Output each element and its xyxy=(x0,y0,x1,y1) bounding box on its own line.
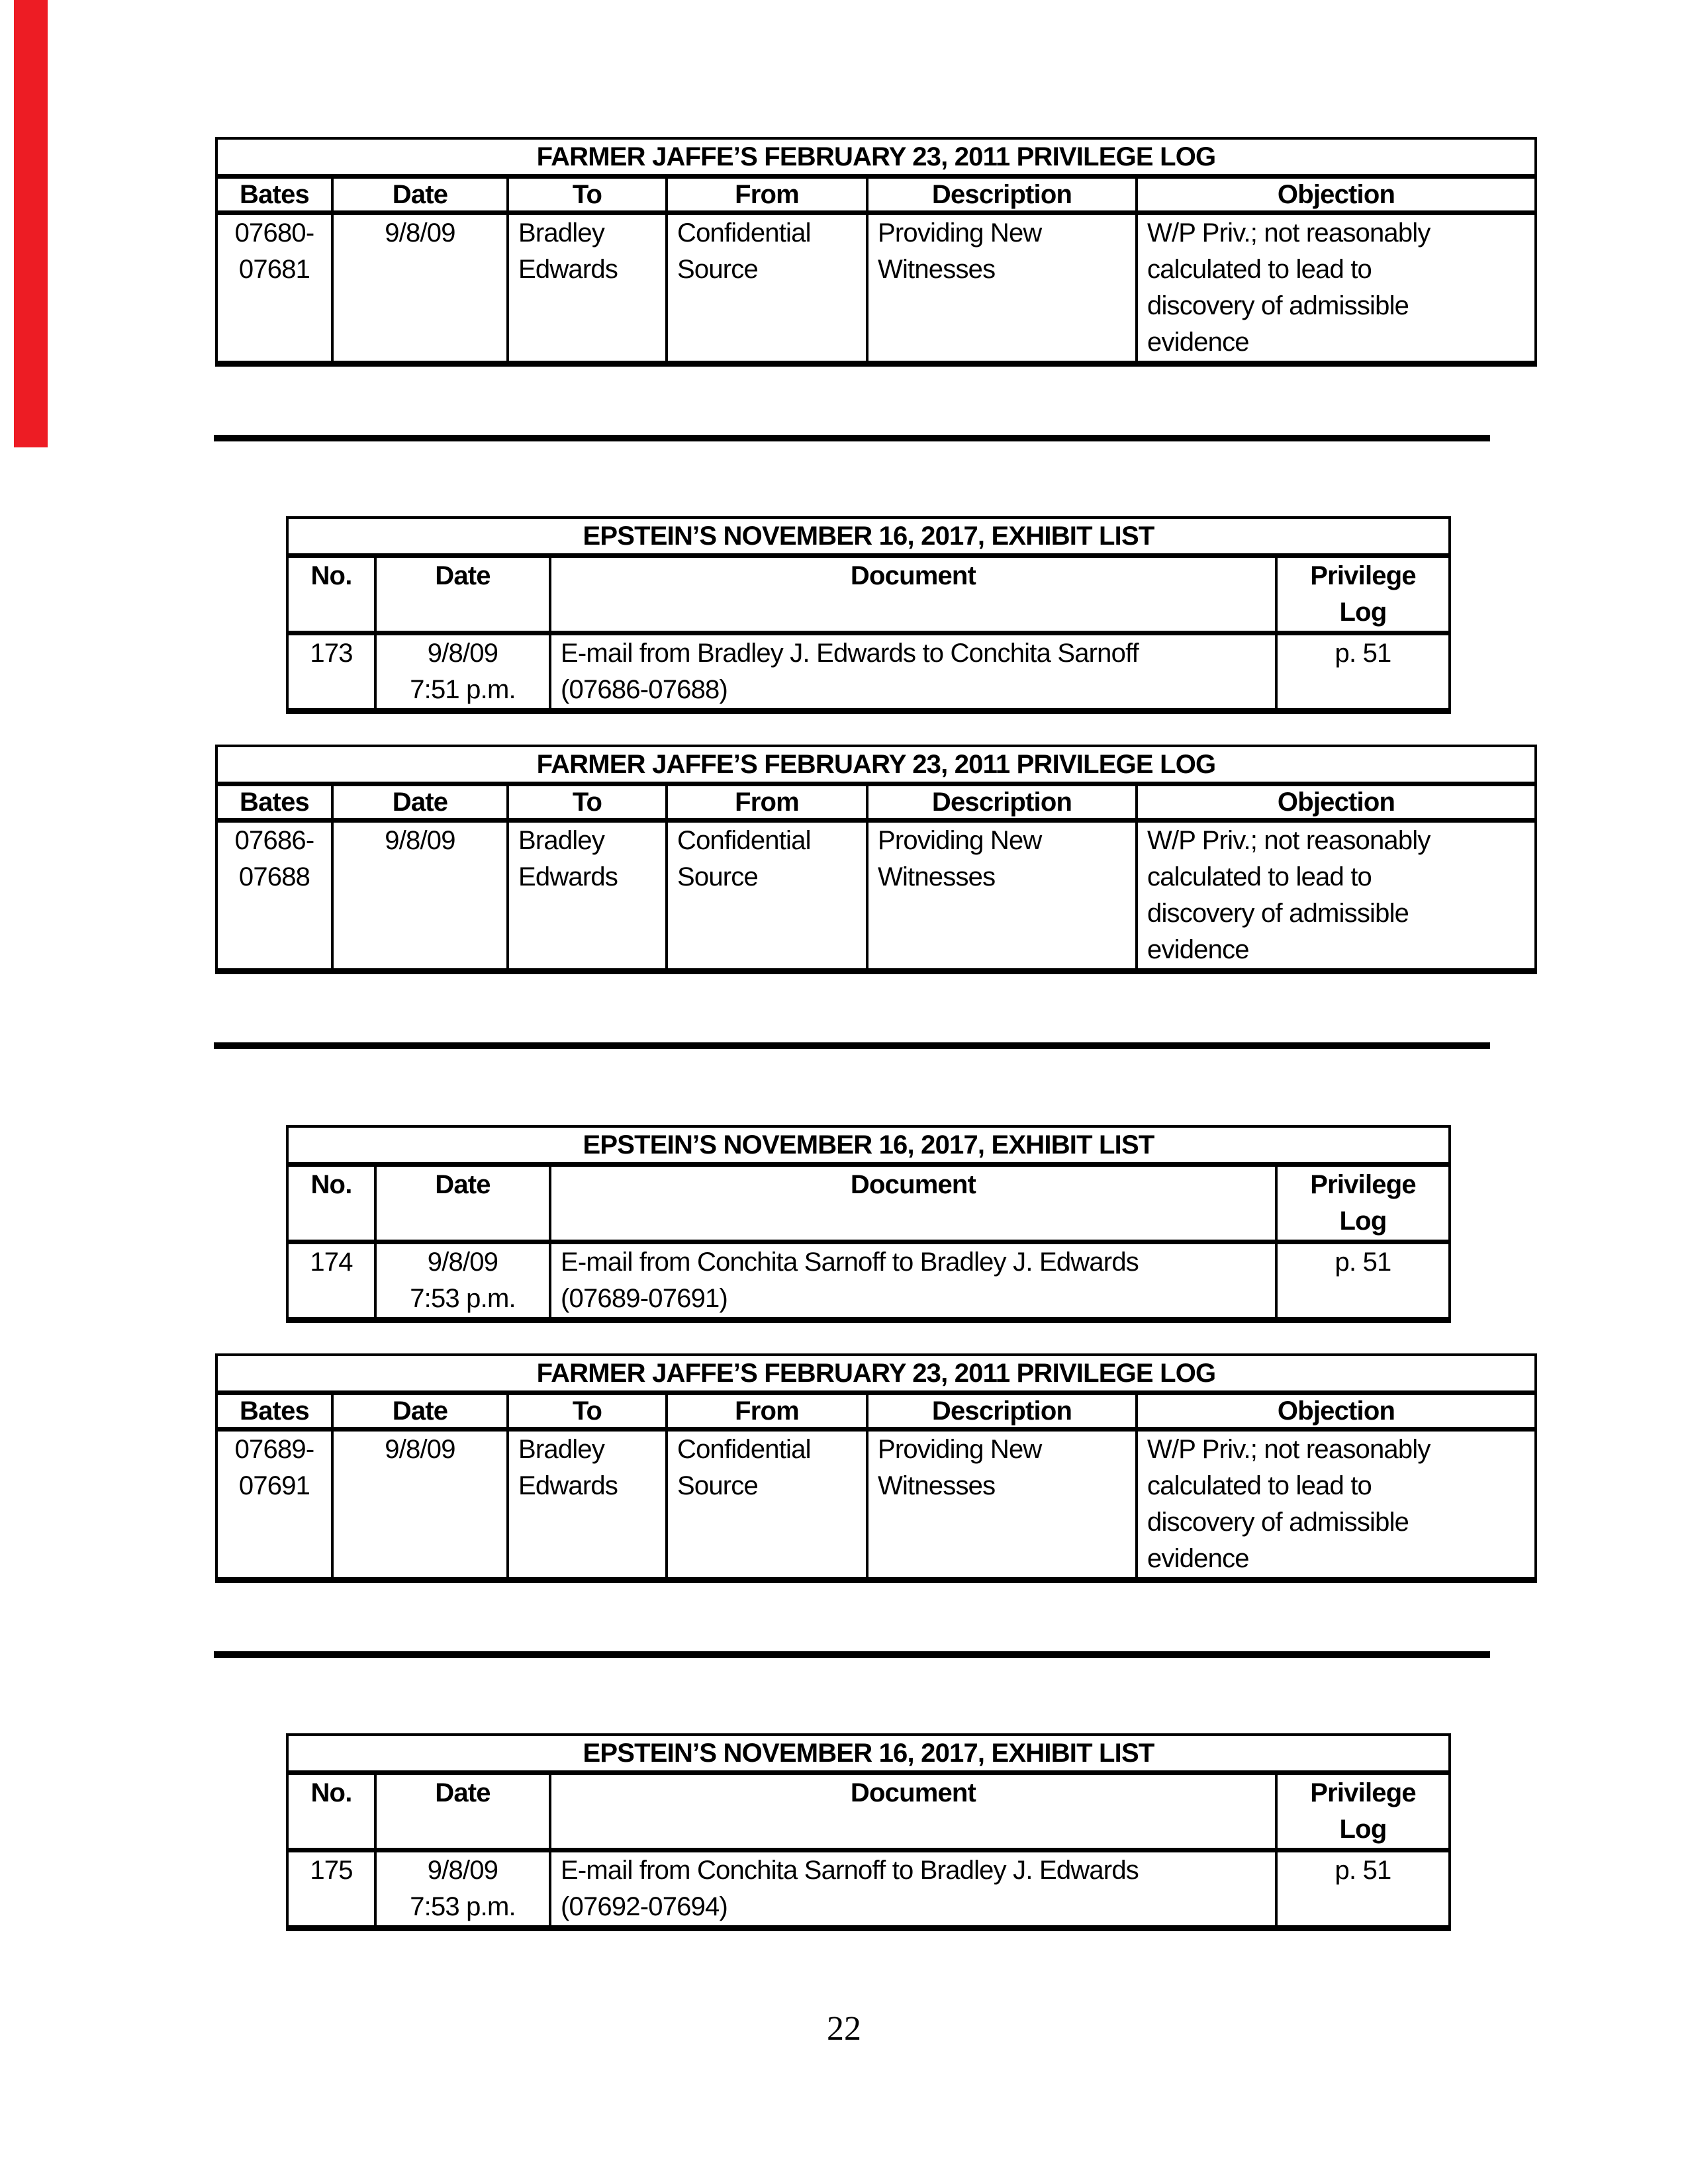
no-cell xyxy=(287,1242,375,1320)
header-privilege-log xyxy=(1276,1165,1450,1242)
document-cell xyxy=(550,1850,1276,1929)
cell-line: 175 xyxy=(310,1856,353,1885)
header-bates: Bates xyxy=(216,784,332,821)
cell-line: Bradley xyxy=(518,1435,605,1464)
bates-cell xyxy=(216,1430,332,1580)
cell-line: 9/8/09 xyxy=(427,639,498,668)
privilege-log-page-cell xyxy=(1276,633,1450,711)
header-date: Date xyxy=(375,1165,550,1242)
header-date: Date xyxy=(332,177,508,213)
cell-line: Source xyxy=(677,862,758,891)
cell-line: Providing New xyxy=(878,826,1042,855)
privilege-log-table-2 xyxy=(215,745,1537,974)
section-divider xyxy=(214,1042,1490,1049)
bates-cell xyxy=(216,213,332,364)
header-date: Date xyxy=(375,556,550,633)
header-bates: Bates xyxy=(216,1393,332,1430)
cell-line: 07681 xyxy=(238,255,310,284)
to-cell xyxy=(508,213,667,364)
exhibit-list-title: EPSTEIN’S NOVEMBER 16, 2017, EXHIBIT LIST xyxy=(287,1126,1450,1165)
cell-line: (07692-07694) xyxy=(561,1892,728,1921)
cell-line: 07689- xyxy=(234,1435,314,1464)
cell-line: discovery of admissible xyxy=(1147,1508,1409,1537)
cell-line: (07686-07688) xyxy=(561,675,728,704)
header-objection: Objection xyxy=(1137,177,1536,213)
section-divider xyxy=(214,435,1490,441)
header-description: Description xyxy=(867,177,1137,213)
cell-line: 9/8/09 xyxy=(385,1435,455,1464)
to-cell xyxy=(508,821,667,972)
date-cell xyxy=(375,633,550,711)
cell-line: 9/8/09 xyxy=(385,218,455,248)
header-date: Date xyxy=(375,1773,550,1850)
exhibit-list-table-2 xyxy=(286,1125,1451,1323)
date-cell xyxy=(332,213,508,364)
cell-line: Log xyxy=(1339,598,1387,627)
header-bates: Bates xyxy=(216,177,332,213)
bates-cell xyxy=(216,821,332,972)
header-description: Description xyxy=(867,1393,1137,1430)
from-cell xyxy=(667,213,867,364)
header-no: No. xyxy=(287,1773,375,1850)
header-no: No. xyxy=(287,1165,375,1242)
cell-line: W/P Priv.; not reasonably xyxy=(1147,826,1430,855)
header-description: Description xyxy=(867,784,1137,821)
objection-cell xyxy=(1137,821,1536,972)
cell-line: calculated to lead to xyxy=(1147,255,1372,284)
cell-line: Edwards xyxy=(518,255,618,284)
cell-line: Providing New xyxy=(878,218,1042,248)
header-no: No. xyxy=(287,556,375,633)
privilege-log-title: FARMER JAFFE’S FEBRUARY 23, 2011 PRIVILEGE LOG xyxy=(216,1355,1536,1393)
cell-line: discovery of admissible xyxy=(1147,899,1409,928)
cell-line: E-mail from Bradley J. Edwards to Conchita Sarnoff xyxy=(561,639,1139,668)
exhibit-list-title: EPSTEIN’S NOVEMBER 16, 2017, EXHIBIT LIST xyxy=(287,1735,1450,1773)
cell-line: p. 51 xyxy=(1335,1248,1391,1277)
cell-line: Providing New xyxy=(878,1435,1042,1464)
cell-line: (07689-07691) xyxy=(561,1284,728,1313)
cell-line: 07686- xyxy=(234,826,314,855)
cell-line: Bradley xyxy=(518,826,605,855)
privilege-log-table-3 xyxy=(215,1353,1537,1583)
cell-line: W/P Priv.; not reasonably xyxy=(1147,218,1430,248)
cell-line: p. 51 xyxy=(1335,639,1391,668)
header-date: Date xyxy=(332,784,508,821)
privilege-log-title: FARMER JAFFE’S FEBRUARY 23, 2011 PRIVILEGE LOG xyxy=(216,746,1536,784)
cell-line: evidence xyxy=(1147,935,1249,964)
header-from: From xyxy=(667,784,867,821)
cell-line: Confidential xyxy=(677,218,811,248)
header-document: Document xyxy=(550,556,1276,633)
cell-line: p. 51 xyxy=(1335,1856,1391,1885)
no-cell xyxy=(287,1850,375,1929)
privilege-log-table-1 xyxy=(215,137,1537,367)
cell-line: Privilege xyxy=(1310,561,1416,590)
cell-line: 7:53 p.m. xyxy=(410,1284,516,1313)
date-cell xyxy=(375,1242,550,1320)
cell-line: 07688 xyxy=(238,862,310,891)
cell-line: evidence xyxy=(1147,1544,1249,1573)
cell-line: Confidential xyxy=(677,826,811,855)
no-cell xyxy=(287,633,375,711)
header-date: Date xyxy=(332,1393,508,1430)
privilege-log-page-cell xyxy=(1276,1850,1450,1929)
cell-line: W/P Priv.; not reasonably xyxy=(1147,1435,1430,1464)
cell-line: 9/8/09 xyxy=(427,1248,498,1277)
cell-line: 9/8/09 xyxy=(385,826,455,855)
header-to: To xyxy=(508,784,667,821)
cell-line: Witnesses xyxy=(878,862,996,891)
header-privilege-log xyxy=(1276,1773,1450,1850)
cell-line: 9/8/09 xyxy=(427,1856,498,1885)
header-from: From xyxy=(667,1393,867,1430)
cell-line: 173 xyxy=(310,639,353,668)
date-cell xyxy=(332,821,508,972)
cell-line: 7:53 p.m. xyxy=(410,1892,516,1921)
from-cell xyxy=(667,821,867,972)
exhibit-list-table-1 xyxy=(286,516,1451,714)
cell-line: Bradley xyxy=(518,218,605,248)
cell-line: Witnesses xyxy=(878,255,996,284)
cell-line: 174 xyxy=(310,1248,353,1277)
description-cell xyxy=(867,821,1137,972)
cell-line: Edwards xyxy=(518,1471,618,1500)
header-objection: Objection xyxy=(1137,1393,1536,1430)
privilege-log-title: FARMER JAFFE’S FEBRUARY 23, 2011 PRIVILEGE LOG xyxy=(216,138,1536,177)
cell-line: Source xyxy=(677,1471,758,1500)
cell-line: 07691 xyxy=(238,1471,310,1500)
cell-line: E-mail from Conchita Sarnoff to Bradley J. Edwards xyxy=(561,1248,1139,1277)
objection-cell xyxy=(1137,213,1536,364)
cell-line: Log xyxy=(1339,1815,1387,1844)
cell-line: evidence xyxy=(1147,328,1249,357)
cell-line: 7:51 p.m. xyxy=(410,675,516,704)
page-number: 22 xyxy=(827,2010,861,2048)
cell-line: Privilege xyxy=(1310,1778,1416,1807)
cell-line: Privilege xyxy=(1310,1170,1416,1199)
header-objection: Objection xyxy=(1137,784,1536,821)
cell-line: calculated to lead to xyxy=(1147,862,1372,891)
cell-line: discovery of admissible xyxy=(1147,291,1409,320)
cell-line: 07680- xyxy=(234,218,314,248)
cell-line: Witnesses xyxy=(878,1471,996,1500)
date-cell xyxy=(332,1430,508,1580)
exhibit-list-table-3 xyxy=(286,1733,1451,1931)
cell-line: Confidential xyxy=(677,1435,811,1464)
document-cell xyxy=(550,1242,1276,1320)
cell-line: Source xyxy=(677,255,758,284)
exhibit-list-title: EPSTEIN’S NOVEMBER 16, 2017, EXHIBIT LIST xyxy=(287,518,1450,556)
cell-line: calculated to lead to xyxy=(1147,1471,1372,1500)
description-cell xyxy=(867,1430,1137,1580)
cell-line: Log xyxy=(1339,1206,1387,1236)
description-cell xyxy=(867,213,1137,364)
header-from: From xyxy=(667,177,867,213)
privilege-log-page-cell xyxy=(1276,1242,1450,1320)
from-cell xyxy=(667,1430,867,1580)
header-to: To xyxy=(508,1393,667,1430)
header-document: Document xyxy=(550,1165,1276,1242)
header-document: Document xyxy=(550,1773,1276,1850)
cell-line: Edwards xyxy=(518,862,618,891)
to-cell xyxy=(508,1430,667,1580)
objection-cell xyxy=(1137,1430,1536,1580)
section-divider xyxy=(214,1651,1490,1658)
document-cell xyxy=(550,633,1276,711)
header-to: To xyxy=(508,177,667,213)
date-cell xyxy=(375,1850,550,1929)
header-privilege-log xyxy=(1276,556,1450,633)
cell-line: E-mail from Conchita Sarnoff to Bradley J. Edwards xyxy=(561,1856,1139,1885)
red-margin-bar xyxy=(14,0,48,447)
